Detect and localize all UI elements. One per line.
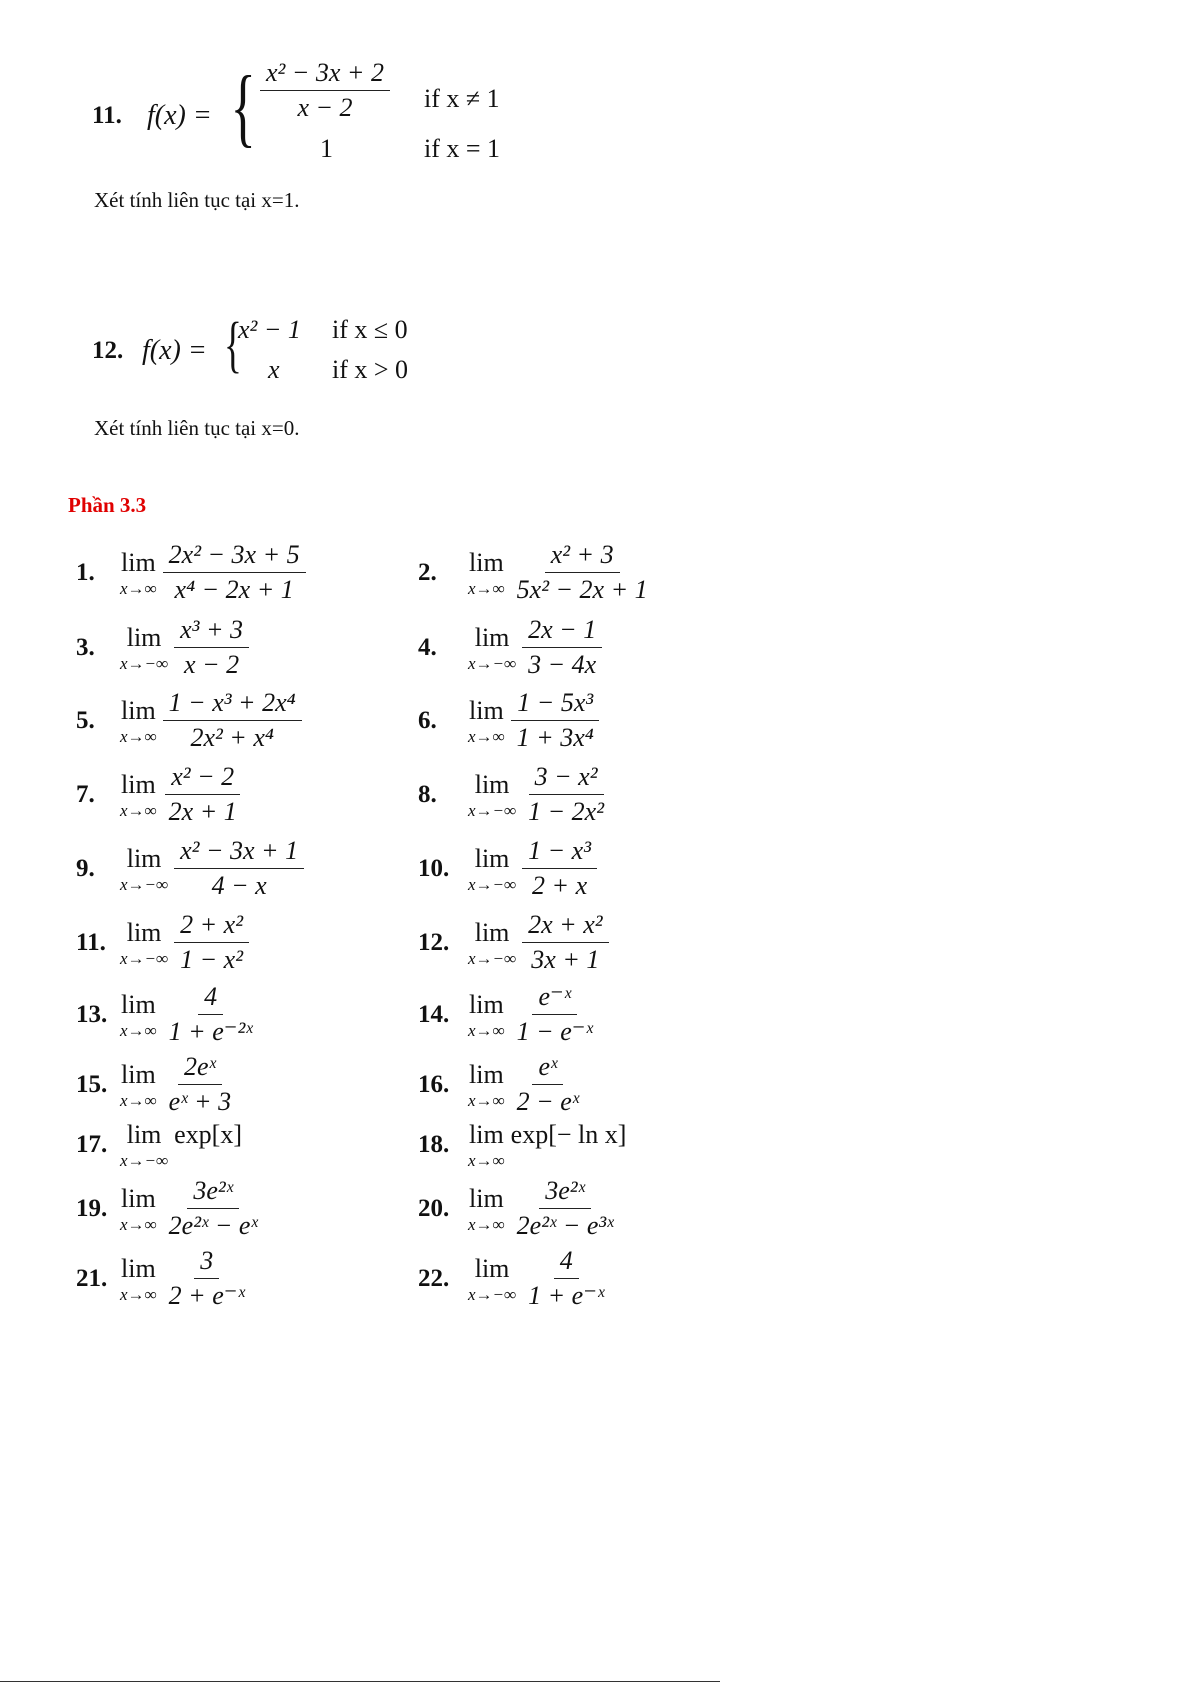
limit-fraction — [174, 836, 304, 901]
limit-exercise — [418, 1120, 626, 1170]
lim-word: lim — [126, 843, 162, 873]
limit-operator — [468, 548, 505, 598]
limit-exercise — [418, 982, 599, 1047]
case-numerator: x² − 3x + 2 — [260, 58, 390, 91]
fraction-denominator: 1 − 2x² — [528, 797, 605, 826]
limit-fraction — [522, 910, 608, 975]
limit-fraction — [522, 615, 602, 680]
function-label: f(x) = — [147, 100, 212, 131]
limit-fraction — [163, 1176, 264, 1241]
limit-fraction — [522, 1246, 610, 1311]
fraction-numerator: 4 — [198, 982, 223, 1015]
limit-subscript: x→−∞ — [120, 653, 169, 673]
lim-word: lim — [469, 1120, 504, 1149]
lim-word: lim — [474, 769, 510, 799]
limit-fraction — [511, 1176, 620, 1241]
limit-operator — [120, 1254, 157, 1304]
fraction-denominator: 1 + e⁻ˣ — [528, 1281, 605, 1310]
limit-subscript: x→−∞ — [468, 874, 517, 894]
limit-subscript: x→∞ — [120, 1020, 157, 1040]
limit-operator — [468, 696, 505, 746]
lim-word: lim — [469, 1183, 504, 1213]
fraction-denominator: 3x + 1 — [531, 945, 600, 974]
limit-fraction — [163, 1052, 237, 1117]
problem-number: 12. — [92, 337, 124, 364]
case-denominator: x − 2 — [297, 93, 353, 122]
fraction-numerator: 3e²ˣ — [539, 1176, 591, 1209]
limit-subscript: x→∞ — [120, 800, 157, 820]
lim-word: lim — [474, 622, 510, 652]
limit-subscript: x→∞ — [468, 1090, 505, 1110]
limit-subscript: x→−∞ — [468, 1284, 517, 1304]
exercise-number: 2. — [418, 558, 437, 586]
case-1-condition: if x ≠ 1 — [424, 84, 500, 113]
lim-word: lim — [121, 547, 156, 577]
lim-word: lim — [469, 547, 504, 577]
lim-word: lim — [121, 1253, 156, 1283]
exercise-number: 7. — [76, 780, 95, 808]
case-2-value: 1 — [320, 134, 333, 163]
limit-exercise — [418, 540, 654, 605]
lim-word: lim — [121, 1059, 156, 1089]
limit-subscript: x→∞ — [120, 1090, 157, 1110]
exercise-number: 20. — [418, 1194, 450, 1222]
exercise-number: 21. — [76, 1264, 108, 1292]
limit-fraction — [511, 1052, 585, 1117]
lim-word: lim — [121, 769, 156, 799]
case-2-value: x — [268, 355, 280, 384]
limit-expression: exp[− ln x] — [510, 1120, 627, 1149]
problem-12 — [92, 310, 512, 390]
left-brace-icon: { — [230, 59, 256, 156]
lim-word: lim — [121, 695, 156, 725]
limit-operator — [468, 844, 516, 894]
fraction-numerator: e⁻ˣ — [532, 982, 577, 1015]
limit-exercise — [418, 688, 600, 753]
exercise-number: 14. — [418, 1000, 450, 1028]
fraction-numerator: x² − 2 — [165, 762, 240, 795]
limit-expression: exp[x] — [174, 1120, 242, 1149]
lim-word: lim — [121, 1183, 156, 1213]
fraction-numerator: 1 − x³ — [522, 836, 597, 869]
limit-fraction — [511, 540, 654, 605]
exercise-number: 22. — [418, 1264, 450, 1292]
limit-subscript: x→−∞ — [468, 800, 517, 820]
fraction-numerator: 3 − x² — [529, 762, 604, 795]
limit-fraction — [163, 540, 306, 605]
fraction-numerator: 4 — [554, 1246, 579, 1279]
fraction-denominator: 2 + e⁻ˣ — [168, 1281, 245, 1310]
fraction-numerator: 2x − 1 — [522, 615, 602, 648]
limit-fraction — [522, 836, 597, 901]
problem-12-note: Xét tính liên tục tại x=0. — [94, 416, 300, 440]
limit-fraction — [163, 1246, 251, 1311]
fraction-numerator: 2 + x² — [174, 910, 249, 943]
limit-exercise — [76, 910, 249, 975]
limit-operator — [468, 623, 516, 673]
lim-word: lim — [126, 917, 162, 947]
limit-fraction — [163, 982, 259, 1047]
limit-operator — [468, 770, 516, 820]
limit-exercise — [76, 1120, 242, 1170]
limit-exercise — [76, 836, 304, 901]
exercise-number: 12. — [418, 928, 450, 956]
fraction-denominator: 3 − 4x — [528, 650, 597, 679]
limit-exercise — [76, 1052, 237, 1117]
limit-exercise — [418, 615, 602, 680]
limit-subscript: x→−∞ — [120, 1151, 169, 1170]
limit-operator — [120, 696, 157, 746]
fraction-denominator: 1 − x² — [180, 945, 244, 974]
lim-word: lim — [126, 1120, 162, 1149]
fraction-denominator: 4 − x — [211, 871, 267, 900]
fraction-numerator: 2x² − 3x + 5 — [163, 540, 306, 573]
lim-word: lim — [121, 989, 156, 1019]
limit-subscript: x→∞ — [120, 578, 157, 598]
fraction-denominator: eˣ + 3 — [168, 1087, 232, 1116]
fraction-numerator: 2x + x² — [522, 910, 608, 943]
limit-subscript: x→−∞ — [120, 874, 169, 894]
fraction-numerator: 1 − 5x³ — [511, 688, 599, 721]
lim-word: lim — [474, 917, 510, 947]
exercise-number: 5. — [76, 706, 95, 734]
limit-operator — [468, 1254, 516, 1304]
limit-exercise — [76, 1176, 264, 1241]
lim-word: lim — [474, 843, 510, 873]
limit-exercise — [76, 615, 249, 680]
limit-fraction — [163, 762, 243, 827]
fraction-denominator: 2e²ˣ − e³ˣ — [516, 1211, 614, 1240]
fraction-denominator: 2 − eˣ — [516, 1087, 580, 1116]
limit-operator — [468, 918, 516, 968]
limit-fraction — [174, 615, 249, 680]
limit-fraction — [511, 688, 600, 753]
lim-word: lim — [469, 695, 504, 725]
fraction-numerator: 3 — [194, 1246, 219, 1279]
limit-operator — [120, 990, 157, 1040]
limit-operator — [120, 1120, 168, 1170]
case-1-value: x² − 1 — [238, 315, 301, 344]
exercise-number: 4. — [418, 633, 437, 661]
lim-word: lim — [126, 622, 162, 652]
exercise-number: 17. — [76, 1131, 108, 1158]
limit-exercise — [76, 540, 306, 605]
exercise-number: 1. — [76, 558, 95, 586]
left-brace-icon: { — [223, 311, 242, 379]
limit-fraction — [522, 762, 610, 827]
exercise-number: 9. — [76, 854, 95, 882]
limit-operator — [468, 1184, 505, 1234]
fraction-numerator: 3e²ˣ — [187, 1176, 239, 1209]
exercise-number: 15. — [76, 1070, 108, 1098]
limit-subscript: x→−∞ — [468, 653, 517, 673]
lim-word: lim — [469, 989, 504, 1019]
exercise-number: 3. — [76, 633, 95, 661]
fraction-numerator: x³ + 3 — [174, 615, 249, 648]
limit-operator — [120, 1060, 157, 1110]
fraction-denominator: 2x² + x⁴ — [190, 723, 274, 752]
limit-operator — [120, 1184, 157, 1234]
function-label: f(x) = — [142, 335, 207, 366]
case-2-condition: if x > 0 — [332, 355, 409, 384]
exercise-number: 18. — [418, 1131, 450, 1158]
limit-subscript: x→∞ — [120, 726, 157, 746]
case-1 — [260, 58, 390, 123]
limit-fraction — [163, 688, 302, 753]
limit-operator — [120, 770, 157, 820]
fraction-numerator: 2eˣ — [178, 1052, 222, 1085]
limit-exercise — [76, 982, 259, 1047]
fraction-denominator: x⁴ − 2x + 1 — [174, 575, 294, 604]
limit-subscript: x→∞ — [468, 1020, 505, 1040]
limit-subscript: x→∞ — [468, 1214, 505, 1234]
fraction-denominator: 1 + e⁻²ˣ — [168, 1017, 253, 1046]
lim-word: lim — [474, 1253, 510, 1283]
problem-11 — [92, 58, 592, 178]
exercise-number: 8. — [418, 780, 437, 808]
section-heading: Phần 3.3 — [68, 493, 147, 517]
exercise-number: 19. — [76, 1194, 108, 1222]
limit-exercise — [418, 836, 597, 901]
exercise-number: 10. — [418, 854, 450, 882]
limit-operator — [468, 1120, 505, 1170]
limit-subscript: x→∞ — [120, 1214, 157, 1234]
fraction-denominator: 2x + 1 — [168, 797, 237, 826]
fraction-numerator: x² + 3 — [545, 540, 620, 573]
limit-subscript: x→∞ — [120, 1284, 157, 1304]
problem-11-note: Xét tính liên tục tại x=1. — [94, 188, 300, 212]
exercise-number: 6. — [418, 706, 437, 734]
limit-fraction — [511, 982, 599, 1047]
limit-operator — [120, 918, 168, 968]
fraction-numerator: 1 − x³ + 2x⁴ — [163, 688, 302, 721]
case-1-condition: if x ≤ 0 — [332, 315, 408, 344]
limit-operator — [468, 1060, 505, 1110]
case-2-condition: if x = 1 — [424, 134, 501, 163]
exercise-number: 11. — [76, 928, 106, 956]
exercise-number: 16. — [418, 1070, 450, 1098]
limit-subscript: x→−∞ — [468, 948, 517, 968]
page-bottom-rule — [0, 1681, 720, 1682]
fraction-denominator: 1 + 3x⁴ — [516, 723, 594, 752]
limit-operator — [468, 990, 505, 1040]
case-fraction — [260, 58, 390, 123]
fraction-numerator: x² − 3x + 1 — [174, 836, 304, 869]
fraction-denominator: x − 2 — [184, 650, 240, 679]
limit-exercise — [76, 762, 243, 827]
limit-exercise — [418, 762, 610, 827]
limit-subscript: x→−∞ — [120, 948, 169, 968]
limit-fraction — [174, 910, 249, 975]
fraction-denominator: 5x² − 2x + 1 — [516, 575, 648, 604]
limit-operator — [120, 623, 168, 673]
limit-exercise — [418, 1052, 585, 1117]
limit-subscript: x→∞ — [468, 1151, 505, 1170]
lim-word: lim — [469, 1059, 504, 1089]
fraction-denominator: 2e²ˣ − eˣ — [168, 1211, 258, 1240]
limit-exercise — [76, 688, 302, 753]
limit-operator — [120, 844, 168, 894]
fraction-numerator: eˣ — [532, 1052, 563, 1085]
exercise-number: 13. — [76, 1000, 108, 1028]
limit-exercise — [418, 1176, 620, 1241]
limit-subscript: x→∞ — [468, 578, 505, 598]
limit-subscript: x→∞ — [468, 726, 505, 746]
fraction-denominator: 1 − e⁻ˣ — [516, 1017, 593, 1046]
problem-number: 11. — [92, 102, 122, 129]
fraction-denominator: 2 + x — [532, 871, 588, 900]
limit-exercise — [418, 1246, 610, 1311]
limit-operator — [120, 548, 157, 598]
limit-exercise — [76, 1246, 251, 1311]
limit-exercise — [418, 910, 609, 975]
